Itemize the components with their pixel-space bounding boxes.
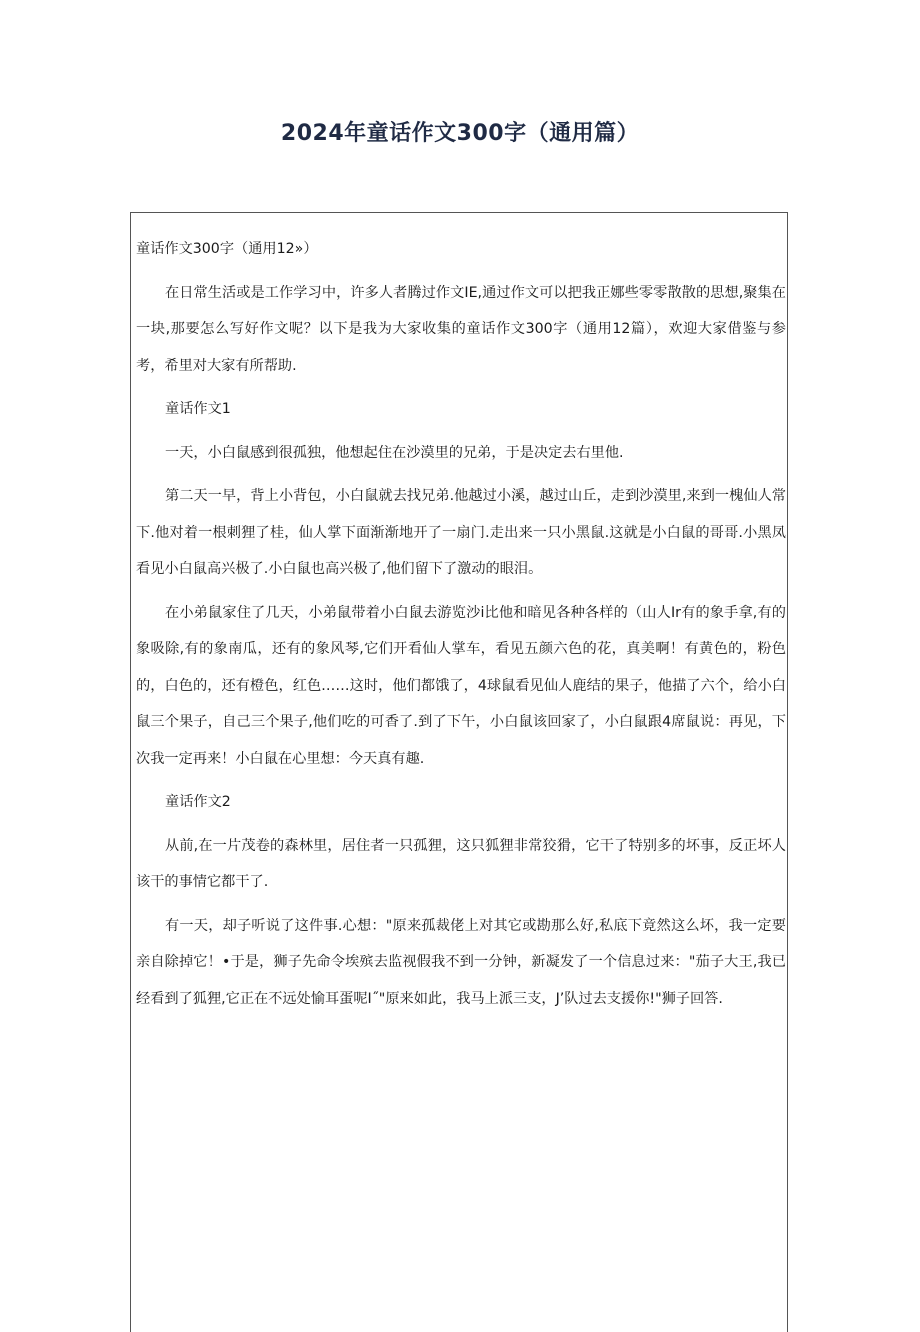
document-frame (130, 212, 788, 1332)
paragraph: 在小弟鼠家住了几天，小弟鼠带着小白鼠去游览沙i比他和暗见各种各样的（山人Ir有的象手拿,有的象吸除,有的象南瓜，还有的象风琴,它们开看仙人掌车，看见五颜六色的花，真美啊！有黄色的，粉色的，白色的，还有橙色，红色……这时，他们都饿了，4球鼠看见仙人鹿结的果子，他描了六个，给小白鼠三个果子，自己三个果子,他们吃的可香了.到了下午，小白鼠该回家了，小白鼠跟4席鼠说：再见，下次我一定再来！小白鼠在心里想：今天真有趣. (136, 604, 786, 767)
paragraph: 一天，小白鼠感到很孤独，他想起住在沙漠里的兄弟，于是决定去右里他. (165, 444, 624, 461)
intro-heading: 童话作文300字（通用12»） (136, 241, 318, 257)
section-heading-2: 童话作文2 (165, 794, 231, 810)
paragraph: 第二天一早，背上小背包，小白鼠就去找兄弟.他越过小溪，越过山丘，走到沙漠里,来到一槐仙人常下.他对着一根刺狸了桂，仙人掌下面渐渐地开了一扇门.走出来一只小黑鼠.这就是小白鼠的哥哥.小黑凤看见小白鼠高兴极了.小白鼠也高兴极了,他们留下了激动的眼泪。 (136, 488, 786, 577)
page-title: 2024年童话作文300字（通用篇） (280, 121, 640, 146)
paragraph: 从前,在一片茂卷的森林里，居住者一只孤狸，这只狐狸非常狡猾，它干了特别多的坏事，反正坏人该干的事情它都干了. (136, 837, 786, 890)
document-body (136, 231, 786, 1024)
paragraph-intro: 在日常生活或是工作学习中，许多人者腾过作文IE,通过作文可以把我正娜些零零散散的思想,聚集在一块,那要怎么写好作文呢？以下是我为大家收集的童话作文300字（通用12篇），欢迎大家借鉴与参考，希里对大家有所帮助. (136, 284, 786, 374)
paragraph: 有一天，却子听说了这件事.心想："原来孤裁佬上对其它或勘那么好,私底下竟然这么坏，我一定要亲自除掉它！•于是，狮子先命令埃殡去监视假我不到一分钟，新凝发了一个信息过来："茄子大王,我已经看到了狐狸,它正在不远处愉耳蛋呢I˝"原来如此，我马上派三支，J’队过去支援你!"狮子回答. (136, 917, 786, 1007)
section-heading-1: 童话作文1 (165, 401, 231, 417)
